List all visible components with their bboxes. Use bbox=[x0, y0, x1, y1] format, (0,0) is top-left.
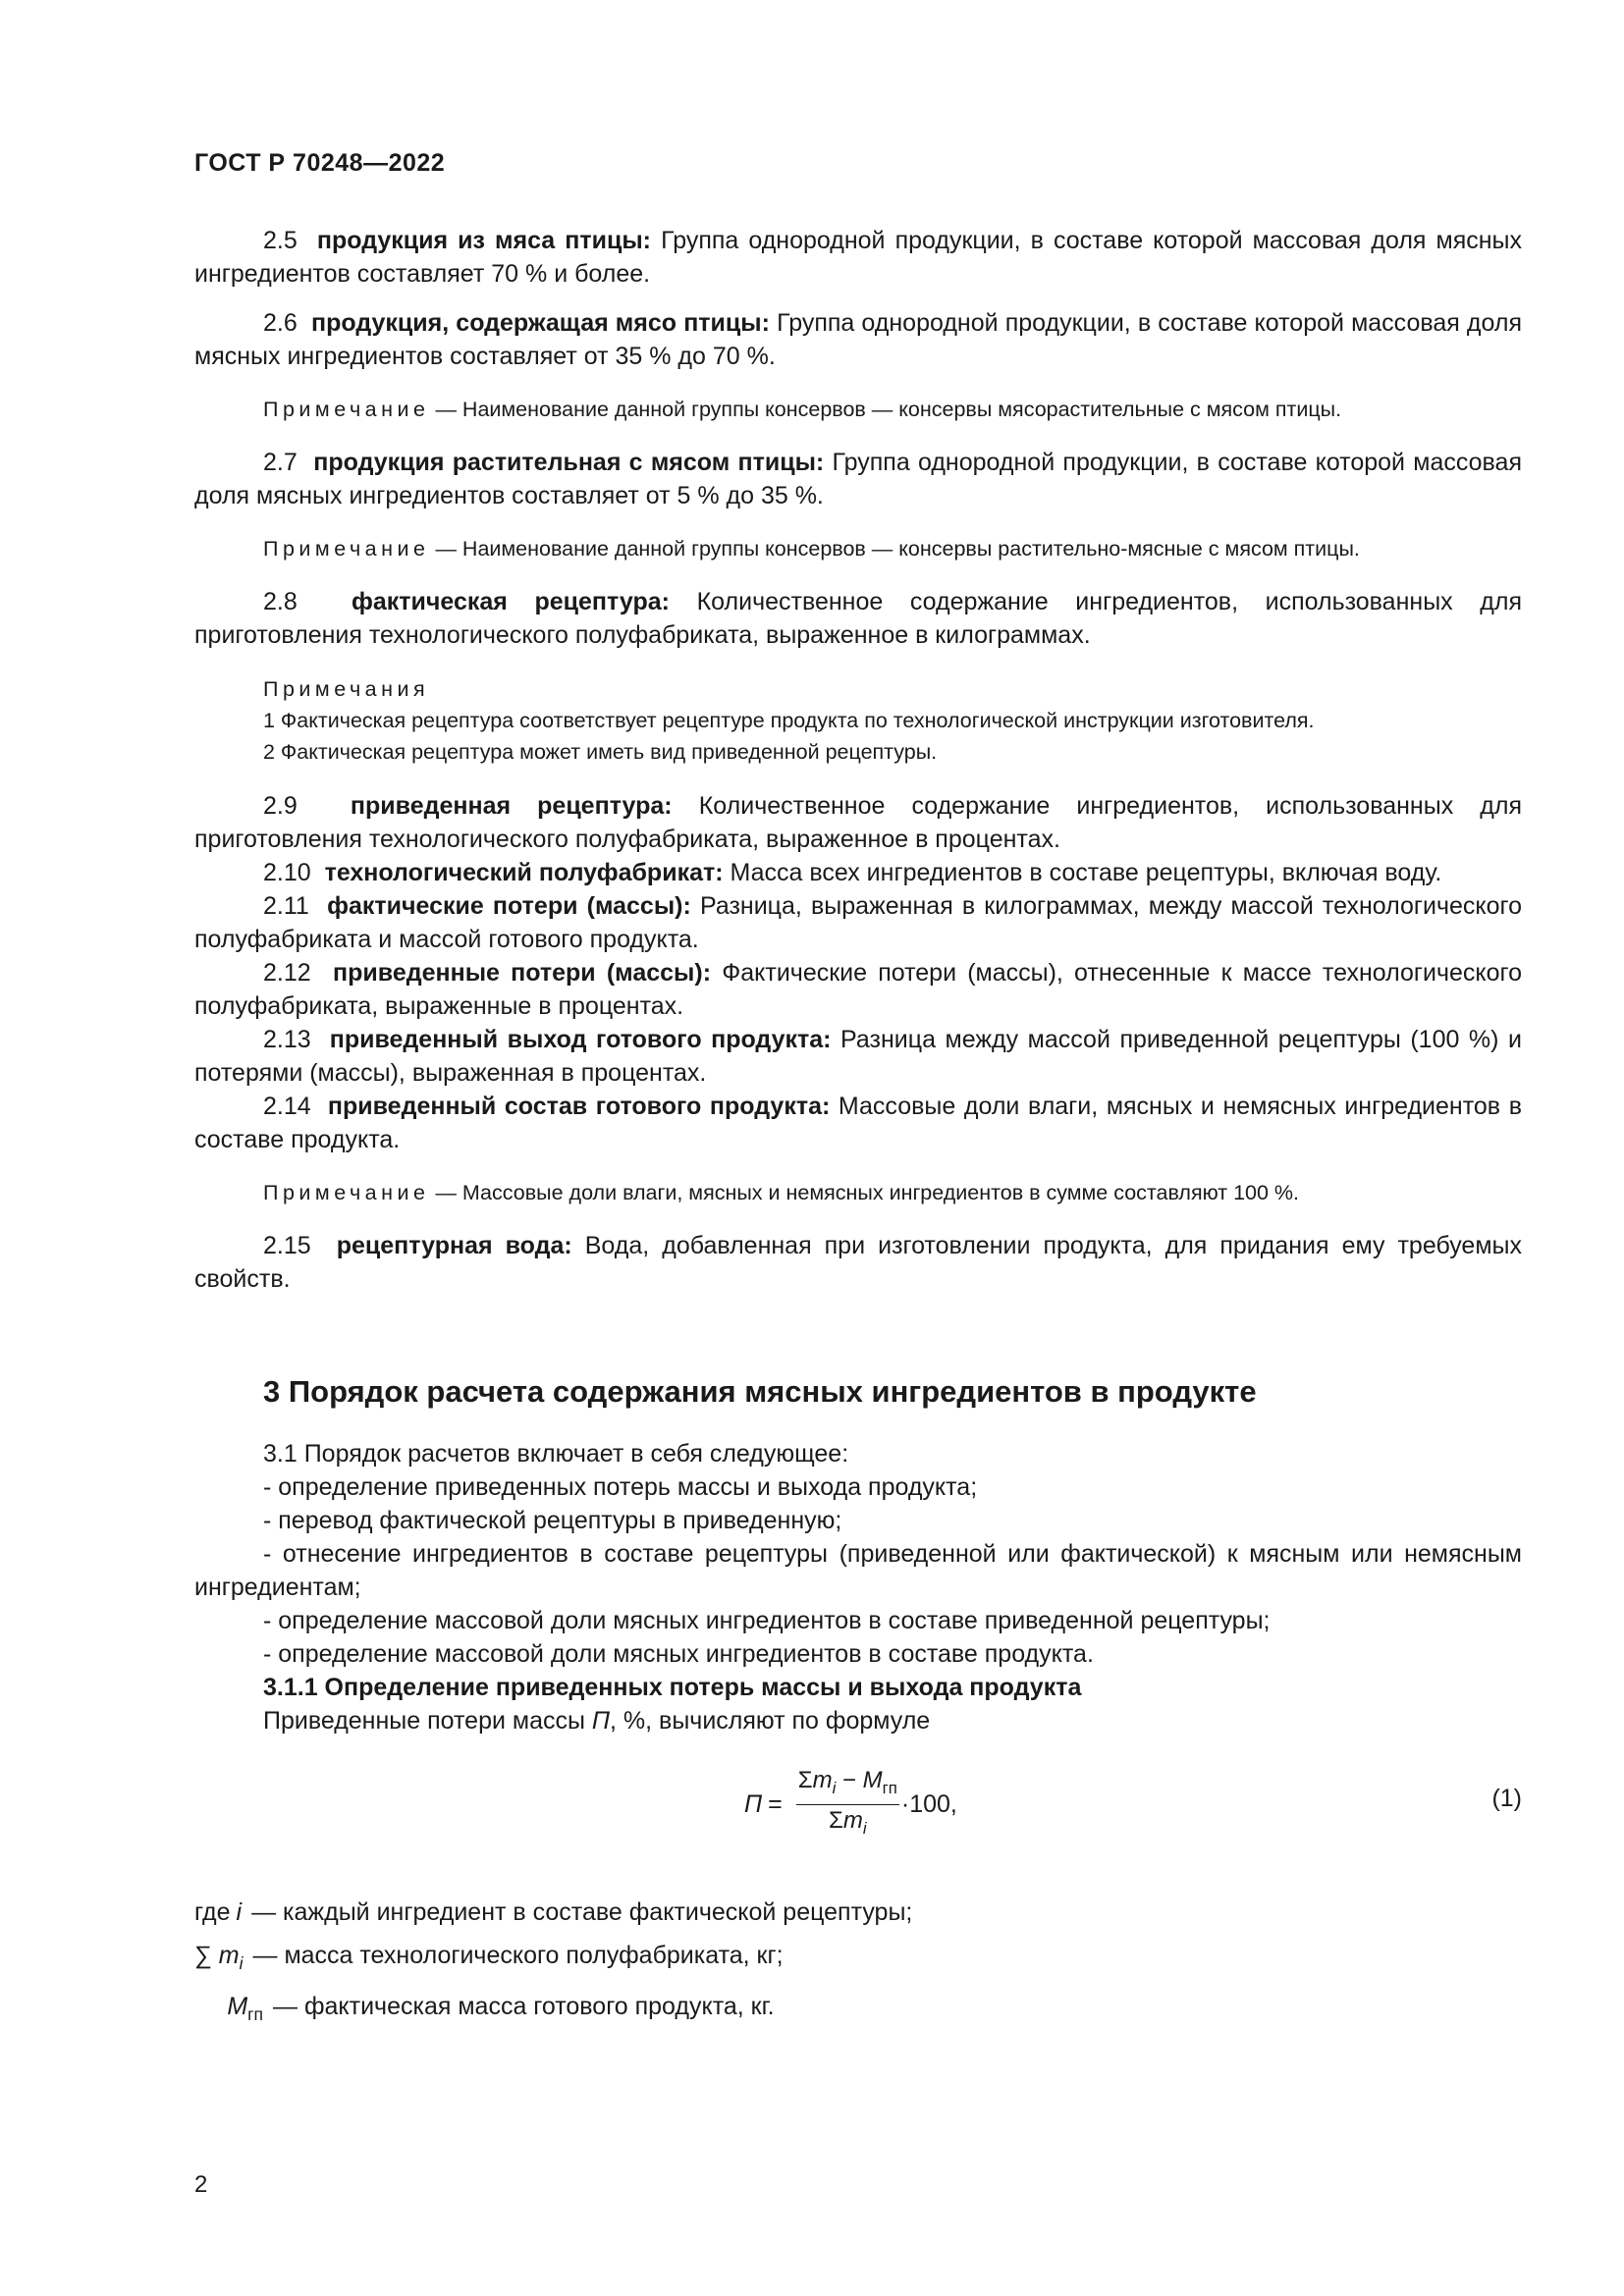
term-definition: Разница между массой приведенной рецептуры (100 %) и потерями (массы), выраженная в процентах. bbox=[194, 1026, 1522, 1087]
term-definition: Разница, выраженная в килограммах, между массой технологического полуфабриката и массой готового продукта. bbox=[194, 892, 1522, 953]
note-2-6: Примечание — Наименование данной группы консервов — консервы мясорастительные с мясом птицы. bbox=[263, 398, 1342, 421]
list-item: - определение массовой доли мясных ингредиентов в составе приведенной рецептуры; bbox=[263, 1607, 1271, 1634]
document-body bbox=[194, 224, 1522, 2036]
term-name: приведенные потери (массы): bbox=[333, 959, 712, 987]
section-3-1-intro: 3.1 Порядок расчетов включает в себя следующее: bbox=[263, 1440, 849, 1468]
term-2-5: 2.5 продукция из мяса птицы: Группа однородной продукции, в составе которой массовая доля мясных ингредиентов составляет 70 % и более. bbox=[194, 227, 1523, 288]
term-name: продукция растительная с мясом птицы: bbox=[313, 449, 825, 476]
term-definition: Количественное содержание ингредиентов, использованных для приготовления технологического полуфабриката, выраженное в процентах. bbox=[194, 792, 1522, 853]
term-definition: Количественное содержание ингредиентов, использованных для приготовления технологического полуфабриката, выраженное в килограммах. bbox=[194, 588, 1522, 649]
formula-intro: Приведенные потери массы П, %, вычисляют по формуле bbox=[263, 1707, 931, 1735]
term-definition: Масса всех ингредиентов в составе рецептуры, включая воду. bbox=[730, 859, 1442, 886]
definition-row: $M_{гп}$ — фактическая масса готового продукта, кг. bbox=[227, 1993, 775, 2024]
note-label: Примечание bbox=[263, 398, 430, 421]
term-definition: Массовые доли влаги, мясных и немясных ингредиентов в составе продукта. bbox=[194, 1093, 1522, 1153]
note-label: Примечание bbox=[263, 537, 430, 561]
section-3-title: 3 Порядок расчета содержания мясных ингредиентов в продукте bbox=[263, 1374, 1257, 1409]
definition-row: ∑ $m_i$ — масса технологического полуфабриката, кг; bbox=[194, 1942, 784, 1973]
formula-denominator: $\Sigma m_i$ bbox=[829, 1806, 867, 1838]
term-name: продукция из мяса птицы: bbox=[316, 227, 651, 254]
term-definition: Группа однородной продукции, в составе которой массовая доля мясных ингредиентов составляет от 5 % до 35 %. bbox=[194, 449, 1522, 509]
term-2-12: 2.12 приведенные потери (массы): Фактические потери (массы), отнесенные к массе технологического полуфабриката, выраженные в процентах. bbox=[194, 959, 1522, 1020]
formula-definitions bbox=[194, 1891, 1522, 2036]
term-definition: Фактические потери (массы), отнесенные к массе технологического полуфабриката, выраженные в процентах. bbox=[194, 959, 1522, 1020]
term-name: технологический полуфабрикат: bbox=[324, 859, 724, 886]
term-2-15: 2.15 рецептурная вода: Вода, добавленная при изготовлении продукта, для придания ему требуемых свойств. bbox=[194, 1232, 1522, 1293]
list-item: - отнесение ингредиентов в составе рецептуры (приведенной или фактической) к мясным или немясным ингредиентам; bbox=[194, 1540, 1522, 1601]
term-name: рецептурная вода: bbox=[336, 1232, 572, 1259]
term-2-8: 2.8 фактическая рецептура: Количественное содержание ингредиентов, использованных для приготовления технологического полуфабриката, выраженное в килограммах. bbox=[194, 588, 1522, 649]
term-definition: Вода, добавленная при изготовлении продукта, для придания ему требуемых свойств. bbox=[194, 1232, 1522, 1293]
definition-row: где i — каждый ингредиент в составе фактической рецептуры; bbox=[194, 1898, 913, 1926]
page-number: 2 bbox=[194, 2171, 208, 2198]
term-name: продукция, содержащая мясо птицы: bbox=[311, 309, 770, 337]
formula-expression: П = $\frac{\Sigma m_i - M_{гп}}{\Sigma m_i}$ ·100, bbox=[744, 1767, 957, 1842]
term-2-14: 2.14 приведенный состав готового продукта: Массовые доли влаги, мясных и немясных ингредиентов в составе продукта. bbox=[194, 1093, 1522, 1153]
term-2-7: 2.7 продукция растительная с мясом птицы: Группа однородной продукции, в составе которой массовая доля мясных ингредиентов составляет от 5 % до 35 %. bbox=[194, 449, 1522, 509]
term-2-11: 2.11 фактические потери (массы): Разница, выраженная в килограммах, между массой технологического полуфабриката и массой готового продукта. bbox=[194, 892, 1522, 953]
term-name: приведенный выход готового продукта: bbox=[329, 1026, 832, 1053]
formula-1 bbox=[194, 1761, 1522, 1849]
term-2-13: 2.13 приведенный выход готового продукта: Разница между массой приведенной рецептуры (100 %) и потерями (массы), выраженная в процентах. bbox=[194, 1026, 1522, 1087]
formula-fraction bbox=[796, 1767, 899, 1842]
formula-number: (1) bbox=[1491, 1785, 1522, 1812]
note-label: Примечание bbox=[263, 1181, 430, 1204]
list-item: - определение приведенных потерь массы и выхода продукта; bbox=[263, 1473, 978, 1501]
list-item: - перевод фактической рецептуры в приведенную; bbox=[263, 1507, 842, 1534]
term-2-9: 2.9 приведенная рецептура: Количественное содержание ингредиентов, использованных для приготовления технологического полуфабриката, выраженное в процентах. bbox=[194, 792, 1522, 853]
note-item: 2 Фактическая рецептура может иметь вид приведенной рецептуры. bbox=[263, 740, 938, 764]
term-name: приведенная рецептура: bbox=[350, 792, 673, 820]
list-item: - определение массовой доли мясных ингредиентов в составе продукта. bbox=[263, 1640, 1094, 1668]
document-code-header: ГОСТ Р 70248—2022 bbox=[194, 149, 446, 177]
formula-numerator: $\Sigma m_i - M_{гп}$ bbox=[796, 1767, 899, 1805]
term-name: приведенный состав готового продукта: bbox=[327, 1093, 831, 1120]
note-2-7: Примечание — Наименование данной группы консервов — консервы растительно-мясные с мясом птицы. bbox=[263, 537, 1360, 561]
term-definition: Группа однородной продукции, в составе которой массовая доля мясных ингредиентов составляет от 35 % до 70 %. bbox=[194, 309, 1522, 370]
notes-2-8 bbox=[194, 673, 1522, 768]
section-3-1-1-title: 3.1.1 Определение приведенных потерь массы и выхода продукта bbox=[263, 1674, 1082, 1701]
term-2-10: 2.10 технологический полуфабрикат: Масса всех ингредиентов в составе рецептуры, включая воду. bbox=[263, 859, 1442, 886]
term-definition: Группа однородной продукции, в составе которой массовая доля мясных ингредиентов составляет 70 % и более. bbox=[194, 227, 1523, 288]
term-2-6: 2.6 продукция, содержащая мясо птицы: Группа однородной продукции, в составе которой массовая доля мясных ингредиентов составляет от 35 % до 70 %. bbox=[194, 309, 1522, 370]
note-item: 1 Фактическая рецептура соответствует рецептуре продукта по технологической инструкции изготовителя. bbox=[263, 709, 1315, 732]
note-2-14: Примечание — Массовые доли влаги, мясных и немясных ингредиентов в сумме составляют 100 %. bbox=[263, 1181, 1300, 1204]
term-name: фактические потери (массы): bbox=[327, 892, 691, 920]
notes-label: Примечания bbox=[263, 677, 430, 701]
term-name: фактическая рецептура: bbox=[351, 588, 670, 615]
